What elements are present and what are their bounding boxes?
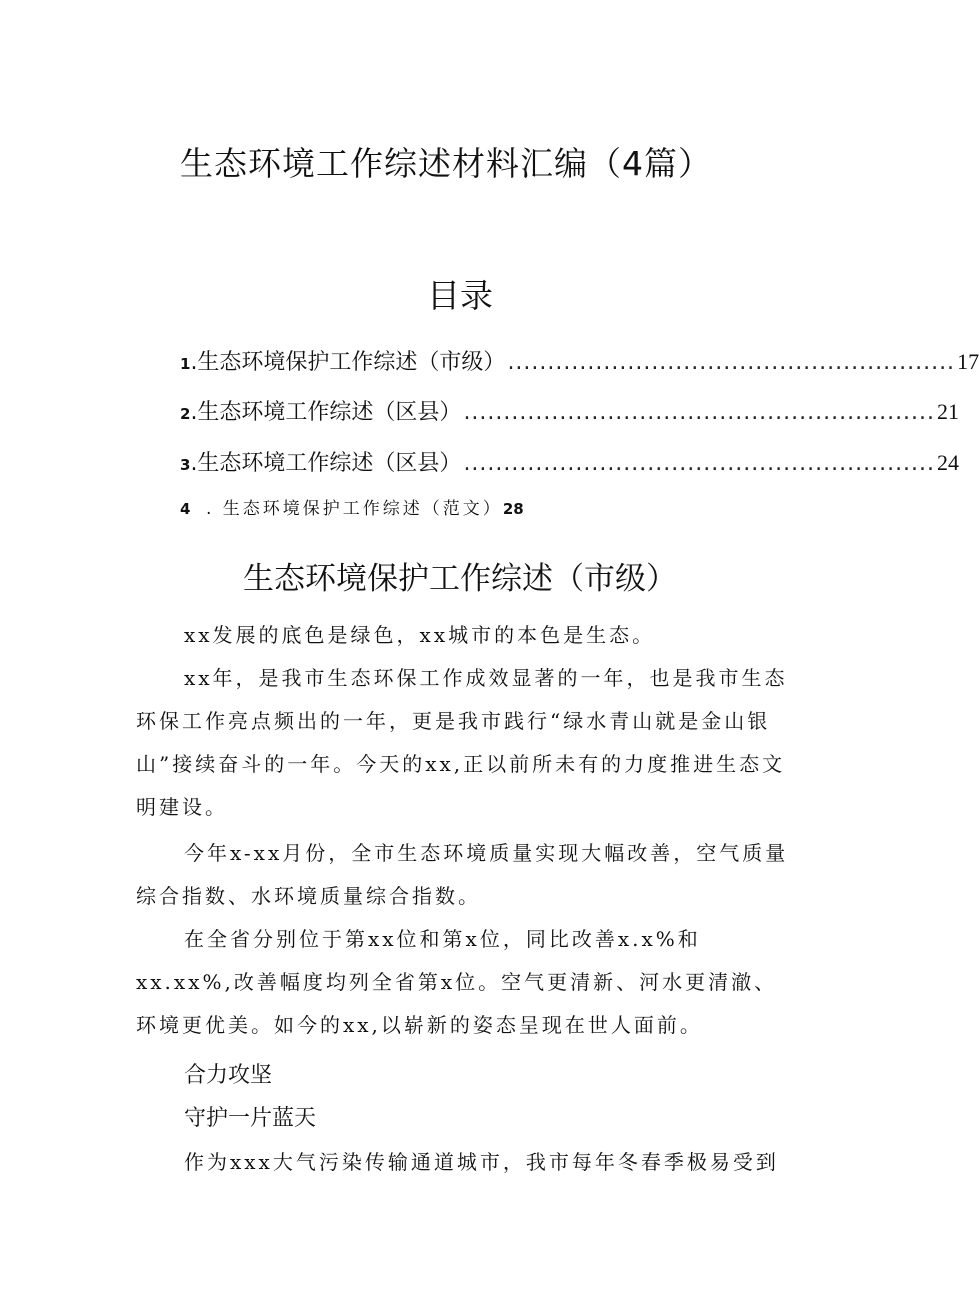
toc-entry-page: 21	[937, 399, 960, 424]
toc-entry-label: .生态环境保护工作综述（市级）	[190, 350, 506, 375]
toc-leader-dots: ........................................................	[507, 350, 956, 375]
document-title: 生态环境工作综述材料汇编（4篇）	[180, 144, 712, 183]
toc-entry-label: .生态环境工作综述（区县）	[190, 400, 462, 425]
toc-entry-page: 24	[937, 450, 960, 475]
body-paragraph: 在全省分别位于第xx位和第x位，同比改善x.x%和xx.xx%,改善幅度均列全省第x位。空气更清新、河水更清澈、环境更优美。如今的xx,以崭新的姿态呈现在世人面前。	[136, 927, 778, 1037]
body-paragraph: 今年x-xx月份，全市生态环境质量实现大幅改善，空气质量综合指数、水环境质量综合指数。	[136, 841, 789, 908]
toc-entry-label: . 生态环境保护工作综述（范文）	[206, 499, 503, 519]
toc-leader-dots: ...........................................................	[463, 451, 936, 476]
toc-entry-page: 28	[502, 500, 524, 518]
toc-entry-1[interactable]	[180, 345, 979, 377]
toc-entry-2[interactable]	[180, 395, 960, 427]
toc-entry-number: 2	[180, 405, 191, 423]
toc-entry-page: 17	[957, 349, 979, 374]
toc-entry-4[interactable]	[180, 494, 524, 526]
toc-entry-3[interactable]	[180, 446, 960, 478]
toc-entry-number: 4	[180, 500, 194, 518]
toc-entry-label: .生态环境工作综述（区县）	[190, 451, 462, 476]
section-title: 生态环境保护工作综述（市级）	[243, 561, 677, 597]
body-paragraph: 作为xxx大气污染传输通道城市，我市每年冬春季极易受到	[184, 1150, 779, 1174]
toc-entry-number: 1	[180, 355, 191, 373]
toc-leader-dots: ...........................................................	[463, 400, 936, 425]
toc-entry-number: 3	[180, 456, 191, 474]
body-paragraph: xx发展的底色是绿色，xx城市的本色是生态。	[184, 623, 656, 647]
toc-heading: 目录	[427, 276, 493, 315]
sub-heading: 守护一片蓝天	[184, 1106, 317, 1131]
sub-heading: 合力攻坚	[184, 1063, 273, 1088]
body-paragraph: xx年，是我市生态环保工作成效显著的一年，也是我市生态环保工作亮点频出的一年，更是我市践行“绿水青山就是金山银山”接续奋斗的一年。今天的xx,正以前所未有的力度推进生态文明建设。	[136, 666, 788, 819]
